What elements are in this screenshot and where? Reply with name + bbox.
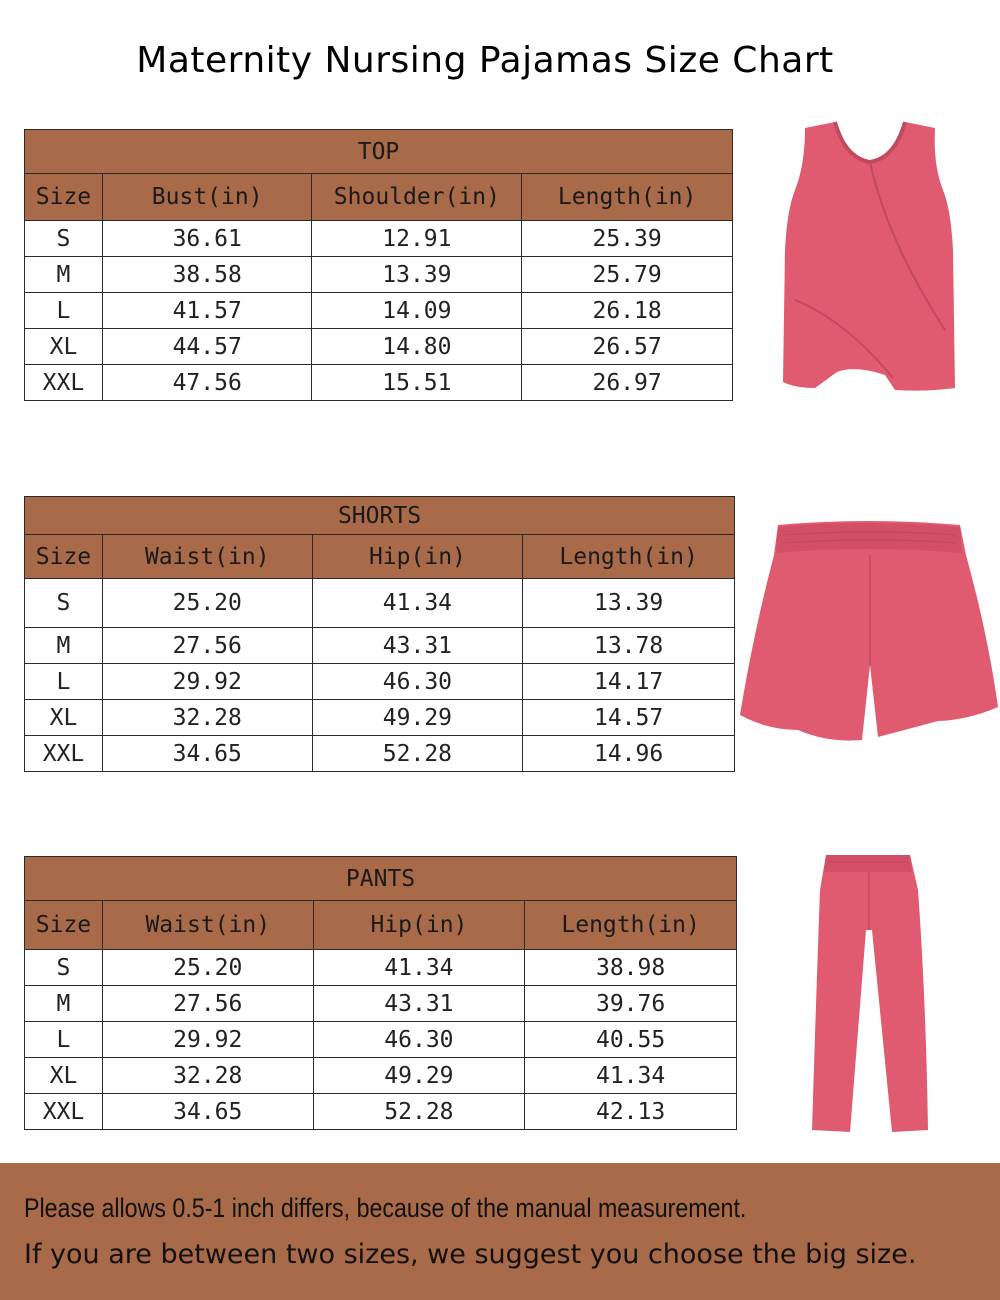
table-cell: 13.39	[312, 257, 522, 293]
page-title: Maternity Nursing Pajamas Size Chart	[136, 40, 834, 81]
table-cell: M	[25, 628, 103, 664]
table-cell: 41.57	[102, 293, 312, 329]
table-cell: 12.91	[312, 221, 522, 257]
table-cell: 52.28	[313, 1094, 525, 1130]
table-cell: 26.18	[522, 293, 733, 329]
table-cell: 27.56	[102, 628, 312, 664]
table-row	[25, 1094, 737, 1130]
table-row	[25, 950, 737, 986]
table-cell: XXL	[25, 365, 103, 401]
table-cell: 32.28	[102, 700, 312, 736]
table-cell: 13.39	[523, 579, 735, 628]
table-title: SHORTS	[25, 497, 735, 535]
table-cell: 38.98	[525, 950, 737, 986]
table-cell: 41.34	[525, 1058, 737, 1094]
table-cell: 13.78	[523, 628, 735, 664]
column-header: Size	[25, 901, 103, 950]
top-size-table	[24, 129, 733, 401]
table-title: TOP	[25, 130, 733, 174]
column-header: Length(in)	[523, 535, 735, 579]
table-cell: 14.80	[312, 329, 522, 365]
table-cell: S	[25, 950, 103, 986]
table-cell: 14.96	[523, 736, 735, 772]
table-row	[25, 579, 735, 628]
table-cell: 39.76	[525, 986, 737, 1022]
table-cell: 42.13	[525, 1094, 737, 1130]
table-cell: 29.92	[102, 664, 312, 700]
table-cell: L	[25, 664, 103, 700]
table-cell: 14.17	[523, 664, 735, 700]
size-suggestion-note: If you are between two sizes, we suggest you choose the big size.	[24, 1239, 917, 1270]
table-cell: 41.34	[313, 950, 525, 986]
column-header: Waist(in)	[102, 901, 313, 950]
table-cell: 27.56	[102, 986, 313, 1022]
column-header: Hip(in)	[313, 901, 525, 950]
column-header: Size	[25, 535, 103, 579]
table-row	[25, 736, 735, 772]
table-cell: 49.29	[313, 1058, 525, 1094]
table-cell: XXL	[25, 1094, 103, 1130]
column-header: Shoulder(in)	[312, 174, 522, 221]
table-cell: M	[25, 986, 103, 1022]
table-cell: 25.20	[102, 579, 312, 628]
table-row	[25, 700, 735, 736]
table-cell: 38.58	[102, 257, 312, 293]
table-cell: 43.31	[313, 986, 525, 1022]
table-row	[25, 257, 733, 293]
table-cell: S	[25, 221, 103, 257]
table-cell: 15.51	[312, 365, 522, 401]
table-cell: 34.65	[102, 1094, 313, 1130]
table-cell: 40.55	[525, 1022, 737, 1058]
pants-image	[808, 850, 934, 1135]
table-cell: 46.30	[312, 664, 523, 700]
table-cell: 25.79	[522, 257, 733, 293]
table-row	[25, 365, 733, 401]
column-header: Length(in)	[525, 901, 737, 950]
column-header: Size	[25, 174, 103, 221]
table-cell: 25.20	[102, 950, 313, 986]
table-cell: M	[25, 257, 103, 293]
tank-top-image	[775, 120, 965, 405]
table-cell: 36.61	[102, 221, 312, 257]
column-header: Bust(in)	[102, 174, 312, 221]
table-cell: 14.57	[523, 700, 735, 736]
table-cell: XXL	[25, 736, 103, 772]
table-row	[25, 329, 733, 365]
table-row	[25, 1058, 737, 1094]
table-row	[25, 664, 735, 700]
table-cell: 25.39	[522, 221, 733, 257]
table-cell: 46.30	[313, 1022, 525, 1058]
table-row	[25, 1022, 737, 1058]
table-cell: 52.28	[312, 736, 523, 772]
shorts-image	[738, 515, 1000, 755]
table-cell: 47.56	[102, 365, 312, 401]
table-cell: 26.97	[522, 365, 733, 401]
table-row	[25, 221, 733, 257]
column-header: Waist(in)	[102, 535, 312, 579]
table-cell: 26.57	[522, 329, 733, 365]
table-title: PANTS	[25, 857, 737, 901]
table-cell: XL	[25, 1058, 103, 1094]
table-cell: 49.29	[312, 700, 523, 736]
footer-note	[0, 1163, 1000, 1300]
table-cell: 32.28	[102, 1058, 313, 1094]
table-cell: 43.31	[312, 628, 523, 664]
pants-size-table	[24, 856, 737, 1130]
table-cell: S	[25, 579, 103, 628]
measurement-note: Please allows 0.5-1 inch differs, because of the manual measurement.	[24, 1193, 747, 1223]
table-cell: L	[25, 293, 103, 329]
column-header: Length(in)	[522, 174, 733, 221]
table-cell: 34.65	[102, 736, 312, 772]
column-header: Hip(in)	[312, 535, 523, 579]
table-cell: 41.34	[312, 579, 523, 628]
shorts-size-table	[24, 496, 735, 772]
table-row	[25, 628, 735, 664]
table-cell: L	[25, 1022, 103, 1058]
table-cell: 14.09	[312, 293, 522, 329]
table-cell: 44.57	[102, 329, 312, 365]
table-row	[25, 293, 733, 329]
table-cell: XL	[25, 329, 103, 365]
table-cell: 29.92	[102, 1022, 313, 1058]
table-row	[25, 986, 737, 1022]
table-cell: XL	[25, 700, 103, 736]
